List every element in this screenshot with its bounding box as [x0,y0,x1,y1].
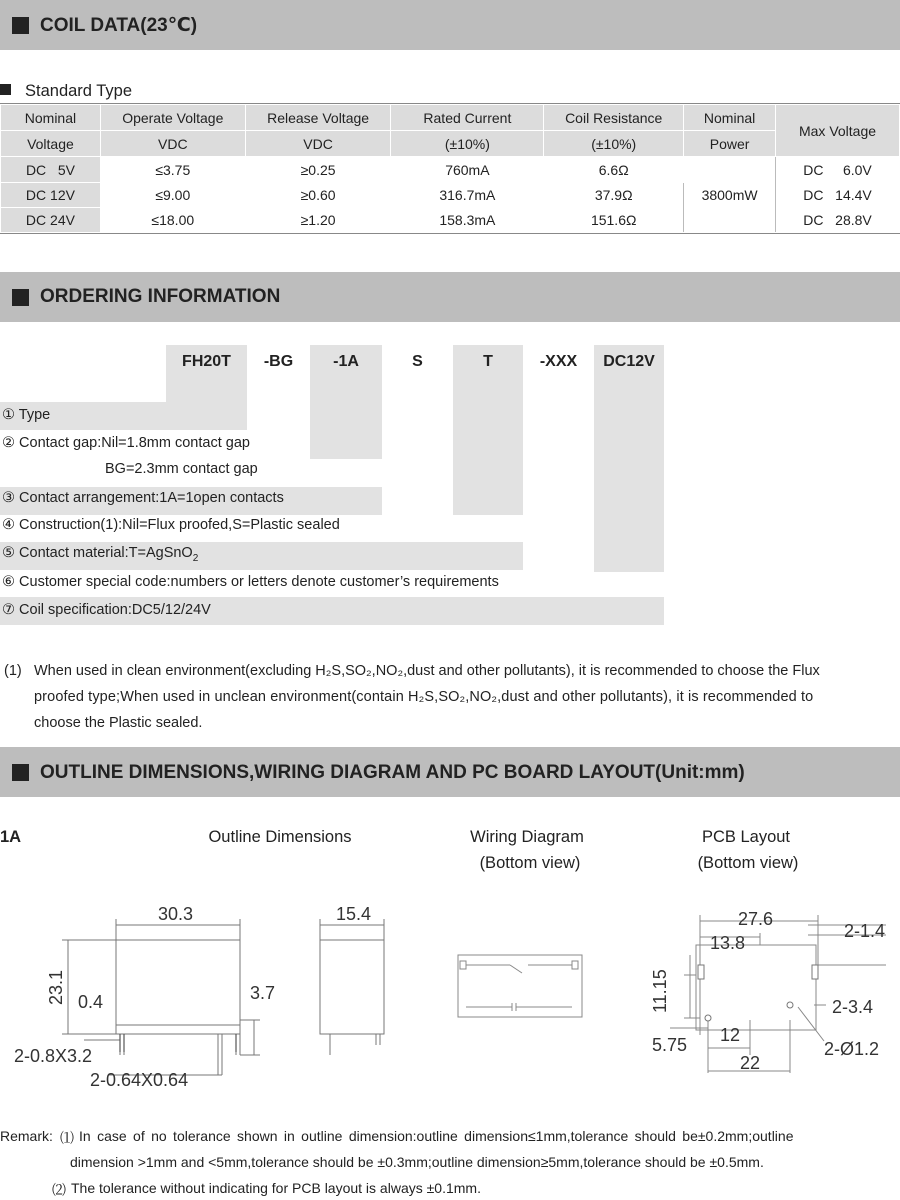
cell-current: 316.7mA [391,183,544,208]
pcb-layout-title: PCB Layout [701,828,791,846]
pcb-layout [640,895,900,1085]
cell-operate: ≤3.75 [100,157,245,183]
header-operate-voltage-unit: VDC [100,131,245,157]
note-line-2: proofed type;When used in unclean environment(contain H₂S,SO₂,NO₂,dust and other pollutants), it is recommended to [34,689,814,705]
coil-data-table [0,104,900,233]
note-line-3: choose the Plastic sealed. [34,715,203,731]
code-construction: S [412,353,423,370]
coil-data-banner [0,0,900,50]
dim-pin-size-2: 2-0.64X0.64 [90,1070,189,1090]
dim-pin-size-1: 2-0.8X3.2 [14,1046,93,1066]
cell-release: ≥0.25 [245,157,391,183]
standard-type-label: Standard Type [0,82,132,101]
order-line-arrangement: ③ Contact arrangement:1A=1open contacts [2,490,284,506]
order-line-contact-gap: ② Contact gap:Nil=1.8mm contact gap [2,435,250,451]
cell-power: 3800mW [684,157,776,233]
outline-dimensions-title: Outline Dimensions [208,828,352,846]
wiring-diagram-title: Wiring Diagram [470,828,584,846]
section-bullet-icon [12,289,29,306]
table-bottom-rule [0,233,900,234]
remark-line-1: In case of no tolerance shown in outline dimension:outline dimension≤1mm,tolerance should be±0.2mm;outline [79,1128,794,1144]
pcb-dim-13-8: 13.8 [710,933,746,953]
pcb-dim-22: 22 [740,1053,761,1073]
cell-max: DC 14.4V [776,183,900,208]
header-release-voltage-unit: VDC [245,131,391,157]
pcb-dim-2-3-4: 2-3.4 [832,997,874,1017]
cell-resistance: 6.6Ω [544,157,684,183]
dim-width: 30.3 [158,904,194,924]
dim-height: 23.1 [46,969,66,1005]
header-nominal-power-sub: Power [684,131,776,157]
cell-max: DC 6.0V [776,157,900,183]
section-bullet-icon [12,764,29,781]
header-nominal-power: Nominal [684,105,776,131]
order-line-material: ⑤ Contact material:T=AgSnO$_2$ [2,545,199,564]
pcb-dim-2-dia-1-2: 2-Ø1.2 [824,1039,880,1059]
note-line-1: When used in clean environment(excluding H₂S,SO₂,NO₂,dust and other pollutants), it is recommended to choose the Flux [34,663,820,679]
header-operate-voltage: Operate Voltage [100,105,245,131]
order-line-construction: ④ Construction(1):Nil=Flux proofed,S=Plastic sealed [2,517,340,533]
code-column-shade [594,345,664,572]
outline-banner [0,747,900,797]
cell-operate: ≤9.00 [100,183,245,208]
table-top-rule [0,103,900,104]
ordering-banner [0,272,900,322]
cell-max: DC 28.8V [776,208,900,233]
header-nominal-voltage-sub: Voltage [1,131,101,157]
cell-voltage: DC 24V [1,208,101,233]
code-coil-spec: DC12V [603,353,655,370]
coil-data-title: COIL DATA(23℃) [40,15,198,36]
code-arrangement: -1A [333,353,359,370]
outline-front-view [0,895,300,1095]
outline-side-view [310,895,410,1075]
cell-operate: ≤18.00 [100,208,245,233]
remark-label: Remark: [0,1128,53,1144]
cell-current: 760mA [391,157,544,183]
wiring-diagram [450,945,590,1025]
order-line-type: ① Type [2,407,51,423]
section-bullet-icon [12,17,29,34]
code-model: FH20T [182,353,231,370]
dim-pin-width: 0.4 [78,992,104,1012]
cell-release: ≥1.20 [245,208,391,233]
cell-current: 158.3mA [391,208,544,233]
code-contact-gap: -BG [263,353,294,370]
ordering-title: ORDERING INFORMATION [40,286,281,307]
header-nominal-voltage: Nominal [1,105,101,131]
header-coil-resistance: Coil Resistance [544,105,684,131]
pcb-dim-12: 12 [720,1025,741,1045]
code-customer: -XXX [539,353,578,370]
square-bullet-icon [0,84,11,95]
order-line-customer: ⑥ Customer special code:numbers or letters denote customer’s requirements [2,574,499,590]
remark-number-1: ⑴ [60,1130,74,1146]
order-line-coil: ⑦ Coil specification:DC5/12/24V [2,602,211,618]
pcb-dim-11-15: 11.15 [650,969,670,1013]
contact-form-label: 1A [0,828,22,846]
header-rated-current: Rated Current [391,105,544,131]
remark-line-3: The tolerance without indicating for PCB layout is always ±0.1mm. [71,1180,481,1196]
pcb-dim-5-75: 5.75 [652,1035,688,1055]
note-marker: (1) [4,663,22,679]
cell-resistance: 151.6Ω [544,208,684,233]
table-row [1,157,900,183]
outline-title: OUTLINE DIMENSIONS,WIRING DIAGRAM AND PC BOARD LAYOUT(Unit:mm) [40,762,745,783]
header-rated-current-tolerance: (±10%) [391,131,544,157]
code-material: T [483,353,493,370]
cell-release: ≥0.60 [245,183,391,208]
dim-pin-height: 3.7 [250,983,276,1003]
header-release-voltage: Release Voltage [245,105,391,131]
remark-number-2: ⑵ [52,1182,66,1198]
order-line-contact-gap-bg: BG=2.3mm contact gap [105,461,258,477]
cell-resistance: 37.9Ω [544,183,684,208]
header-coil-resistance-tolerance: (±10%) [544,131,684,157]
pcb-layout-subtitle: (Bottom view) [697,854,799,872]
header-max-voltage: Max Voltage [776,105,900,157]
pcb-dim-27-6: 27.6 [738,909,774,929]
cell-voltage: DC 5V [1,157,101,183]
dim-depth: 15.4 [336,904,372,924]
cell-voltage: DC 12V [1,183,101,208]
remark-line-2: dimension >1mm and <5mm,tolerance should be ±0.3mm;outline dimension≥5mm,tolerance should be ±0.5mm. [70,1154,764,1170]
wiring-diagram-subtitle: (Bottom view) [479,854,581,872]
pcb-dim-2-1-4: 2-1.4 [844,921,886,941]
